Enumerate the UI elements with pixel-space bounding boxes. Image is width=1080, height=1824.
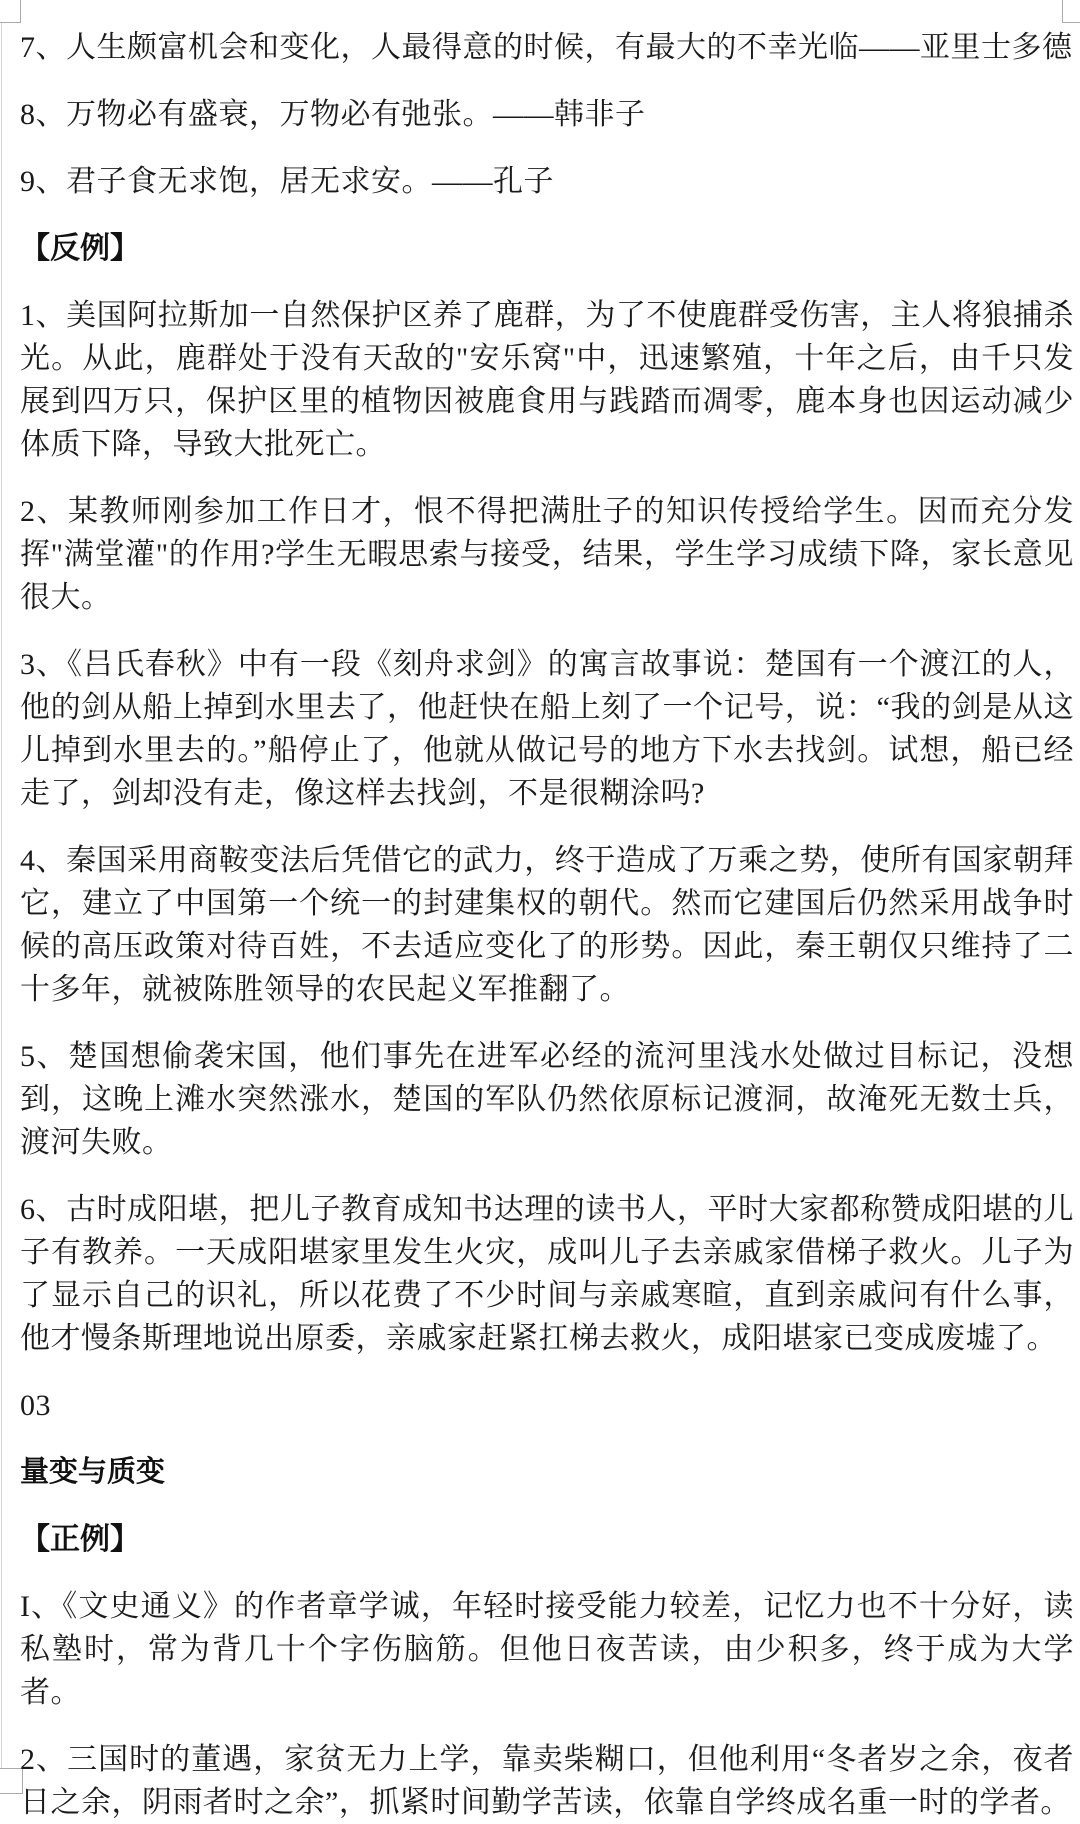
paragraph: 2、某教师刚参加工作日才，恨不得把满肚子的知识传授给学生。因而充分发挥"满堂灌"的作用?学生无暇思索与接受，结果，学生学习成绩下降，家长意见很大。 <box>20 495 1074 614</box>
paragraph: 6、古时成阳堪，把儿子教育成知书达理的读书人，平时大家都称赞成阳堪的儿子有教养。一天成阳堪家里发生火灾，成叫儿子去亲戚家借梯子救火。儿子为了显示自己的识礼，所以花费了不少时间与亲戚寒暄，直到亲戚问有什么事，他才慢条斯理地说出原委，亲戚家赶紧扛梯去救火，成阳堪家已变成废墟了。 <box>20 1193 1074 1355</box>
paragraph: 5、楚国想偷袭宋国，他们事先在进军必经的流河里浅水处做过目标记，没想到，这晚上滩水突然涨水，楚国的军队仍然依原标记渡洞，故淹死无数士兵，渡河失败。 <box>20 1040 1074 1159</box>
paragraph: 4、秦国采用商鞍变法后凭借它的武力，终于造成了万乘之势，使所有国家朝拜它，建立了中国第一个统一的封建集权的朝代。然而它建国后仍然采用战争时候的高压政策对待百姓，不去适应变化了的形势。因此，秦王朝仅只维持了二十多年，就被陈胜领导的农民起义军推翻了。 <box>20 844 1074 1006</box>
paragraph: 03 <box>20 1389 51 1422</box>
paragraph: 7、人生颇富机会和变化，人最得意的时候，有最大的不幸光临——亚里士多德 <box>20 31 1073 64</box>
paragraph: I、《文史通义》的作者章学诚，年轻时接受能力较差，记忆力也不十分好，读私塾时，常为背几十个字伤脑筋。但他日夜苦读，由少积多，终于成为大学者。 <box>20 1590 1074 1709</box>
section-heading: 【反例】 <box>20 232 140 265</box>
section-heading: 【正例】 <box>20 1523 140 1556</box>
paragraph: 9、君子食无求饱，居无求安。——孔子 <box>20 165 554 198</box>
paragraph: 2、三国时的董遇，家贫无力上学，靠卖柴糊口，但他利用“冬者岁之余，夜者日之余，阴雨者时之余”，抓紧时间勤学苦读，依靠自学终成名重一时的学者。 <box>20 1743 1074 1819</box>
section-heading: 量变与质变 <box>20 1456 166 1488</box>
paragraph: 3、《吕氏春秋》中有一段《刻舟求剑》的寓言故事说：楚国有一个渡江的人，他的剑从船上掉到水里去了，他赶快在船上刻了一个记号，说：“我的剑是从这儿掉到水里去的。”船停止了，他就从做记号的地方下水去找剑。试想，船已经走了，剑却没有走，像这样去找剑，不是很糊涂吗? <box>20 648 1074 810</box>
paragraph: 8、万物必有盛衰，万物必有弛张。——韩非子 <box>20 98 646 131</box>
paragraph: 1、美国阿拉斯加一自然保护区养了鹿群，为了不使鹿群受伤害，主人将狼捕杀光。从此，鹿群处于没有天敌的"安乐窝"中，迅速繁殖，十年之后，由千只发展到四万只，保护区里的植物因被鹿食用与践踏而凋零，鹿本身也因运动减少体质下降，导致大批死亡。 <box>20 299 1074 461</box>
